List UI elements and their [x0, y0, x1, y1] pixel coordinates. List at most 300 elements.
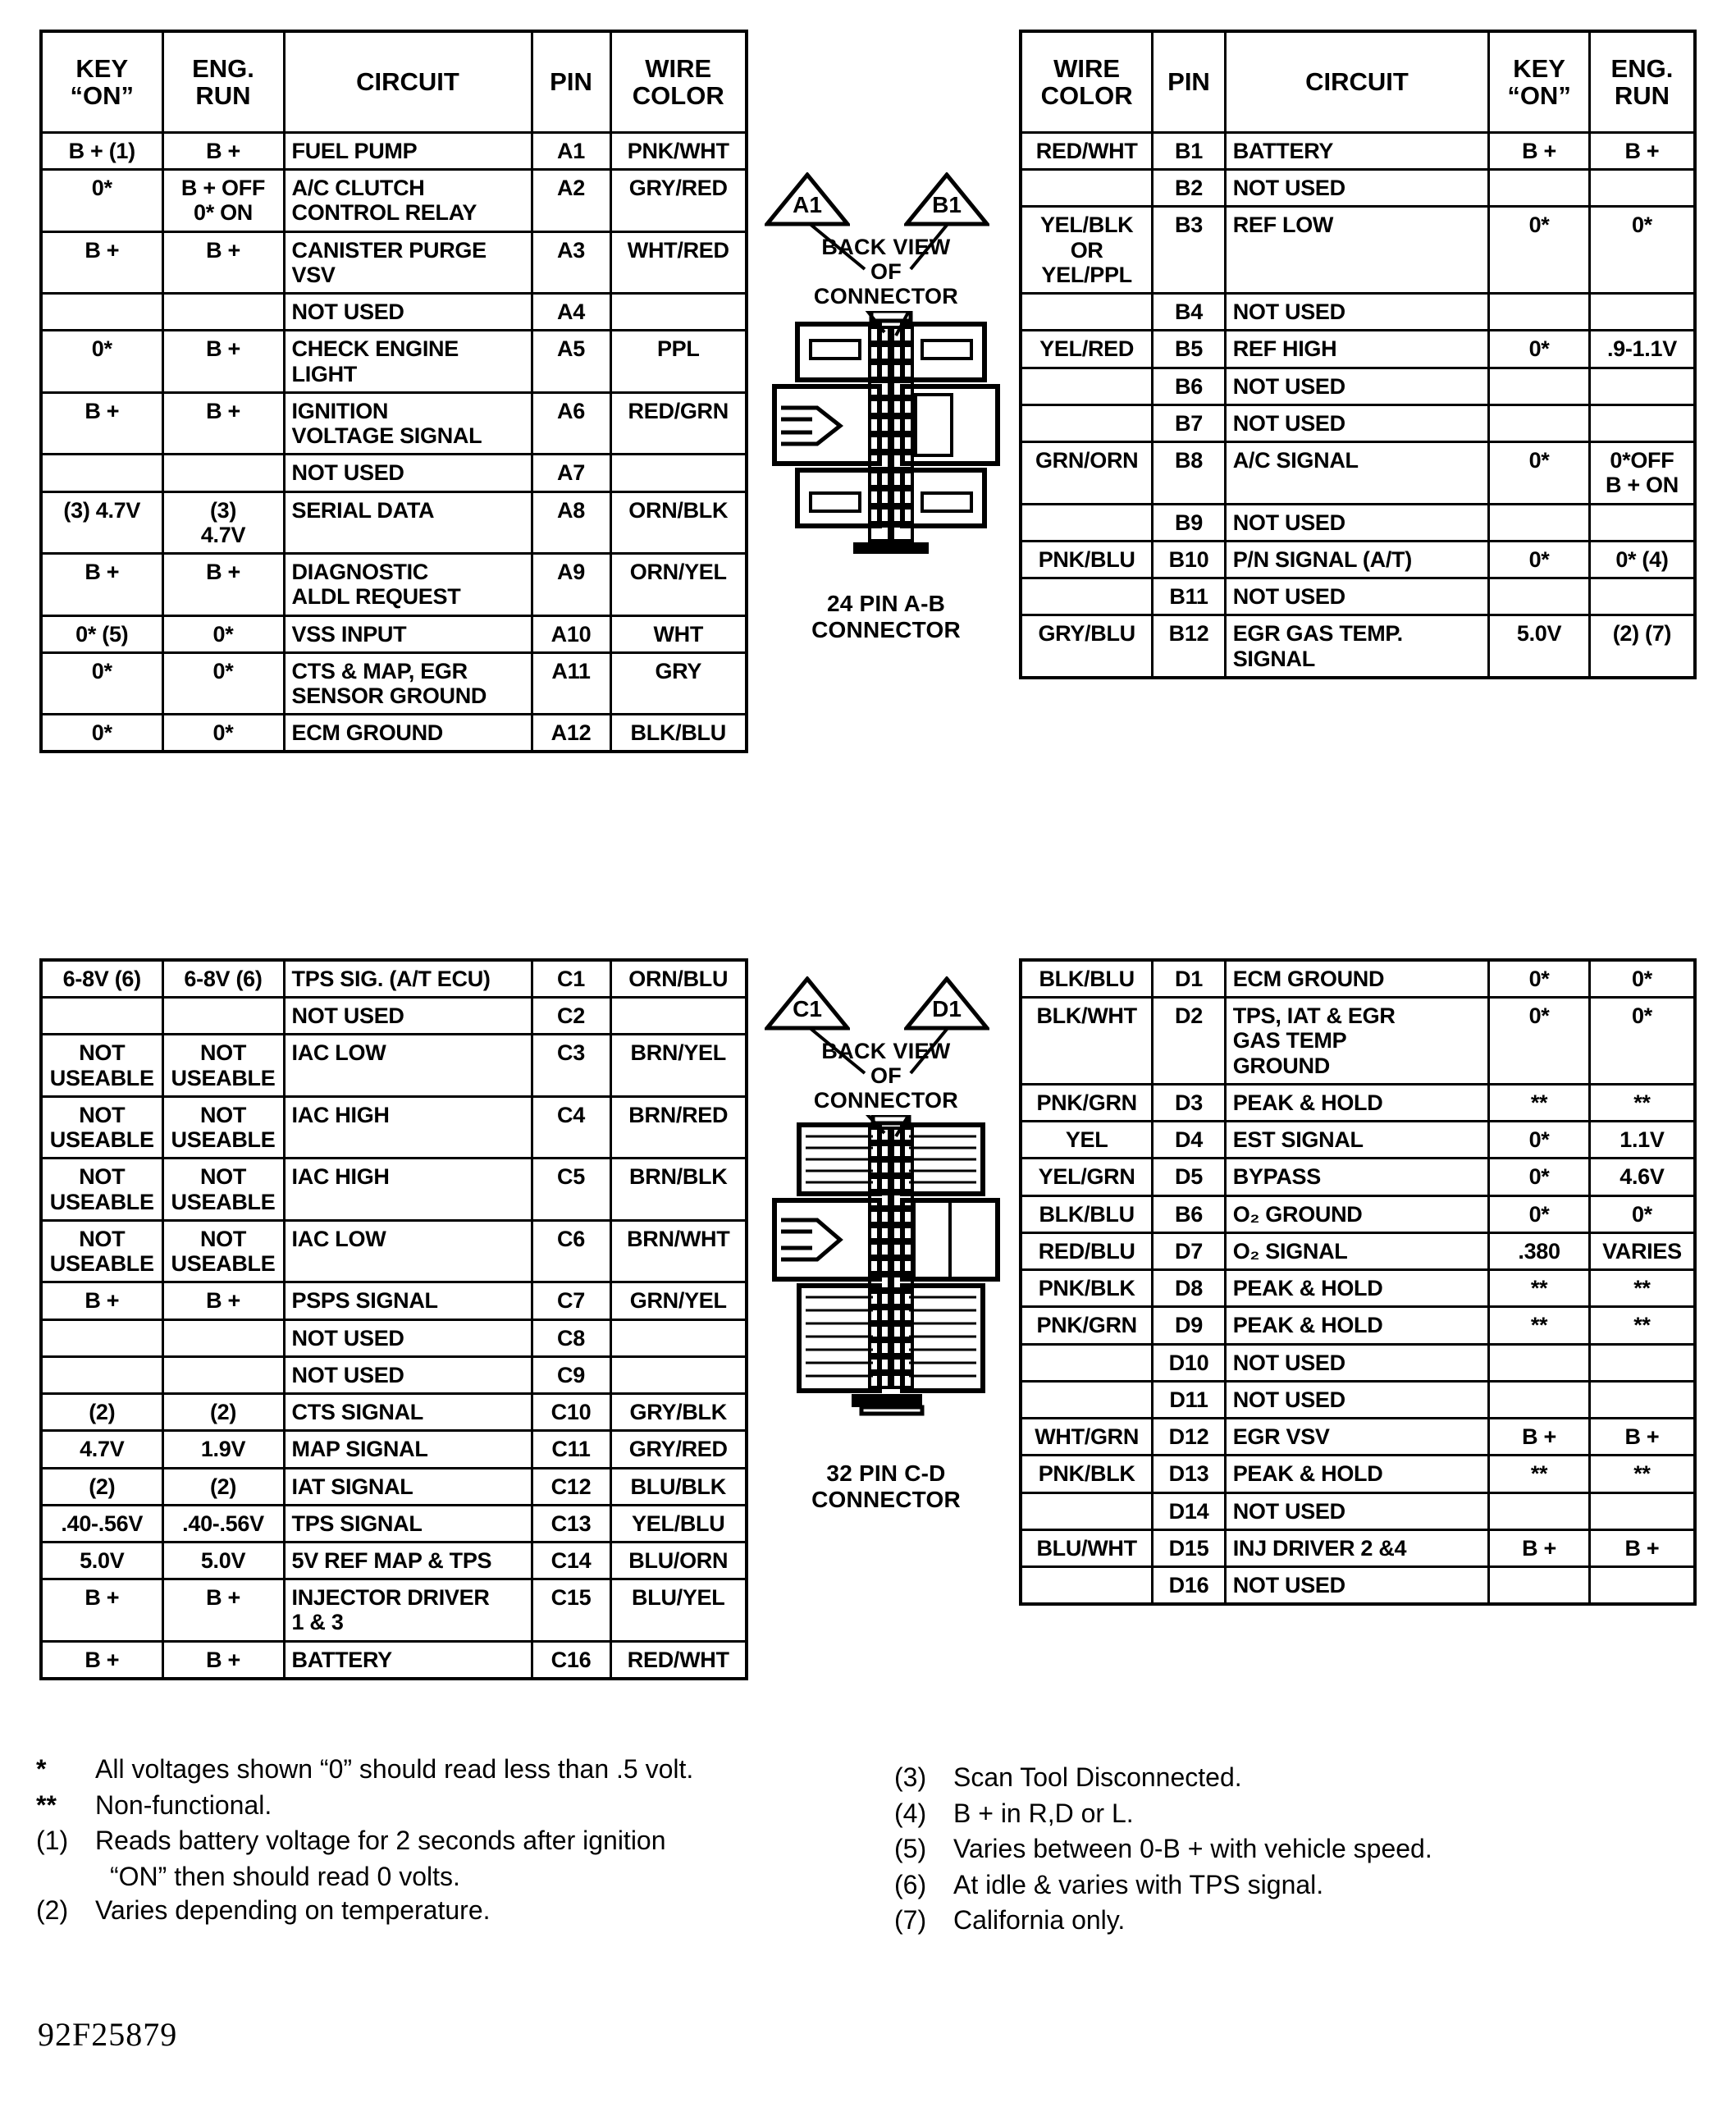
cell-pin: D11 — [1153, 1381, 1225, 1418]
cell-pin: C9 — [532, 1356, 610, 1393]
cell-eng-run: 0* — [1589, 960, 1695, 998]
cell-pin: D1 — [1153, 960, 1225, 998]
cell-circuit: FUEL PUMP — [284, 133, 532, 170]
cell-key-on: B + — [41, 392, 162, 454]
table-row — [41, 1542, 747, 1579]
cell-eng-run: 0* — [1589, 207, 1695, 294]
cell-key-on — [1489, 504, 1590, 541]
cell-circuit: PEAK & HOLD — [1225, 1084, 1489, 1121]
cell-wire-color — [1021, 368, 1153, 404]
cell-circuit: ECM GROUND — [284, 715, 532, 752]
cell-circuit: ECM GROUND — [1225, 960, 1489, 998]
cell-key-on: ** — [1489, 1270, 1590, 1307]
cell-eng-run — [1589, 404, 1695, 441]
cell-key-on: B + — [1489, 133, 1590, 170]
table-row — [41, 998, 747, 1035]
footnote-text: Reads battery voltage for 2 seconds after ignition — [95, 1826, 666, 1856]
cell-key-on: 0* — [1489, 1122, 1590, 1159]
cell-pin: B6 — [1153, 368, 1225, 404]
cell-eng-run: B + — [1589, 1529, 1695, 1566]
table-c-body — [41, 960, 747, 1679]
connector-art-ab — [763, 311, 1009, 586]
cell-eng-run: 0* — [162, 715, 284, 752]
cell-circuit: O₂ GROUND — [1225, 1195, 1489, 1232]
cell-eng-run — [162, 1319, 284, 1356]
header-pin: PIN — [532, 31, 610, 133]
table-d-connector-d-pins — [1019, 958, 1697, 1606]
cell-key-on — [1489, 294, 1590, 331]
cell-eng-run — [1589, 368, 1695, 404]
cell-pin: D8 — [1153, 1270, 1225, 1307]
cell-key-on: NOT USEABLE — [41, 1159, 162, 1220]
header-key-on — [1489, 31, 1590, 133]
footnote-text: Non-functional. — [95, 1789, 272, 1820]
header-eng-run-line1: ENG. — [1610, 53, 1674, 83]
cell-pin: B11 — [1153, 578, 1225, 615]
table-row — [41, 491, 747, 553]
footnote-text-continued: “ON” then should read 0 volts. — [110, 1861, 460, 1891]
header-pin: PIN — [1153, 31, 1225, 133]
header-key-on — [41, 31, 162, 133]
cell-wire-color: WHT/RED — [610, 231, 747, 293]
table-row — [41, 1096, 747, 1158]
cell-eng-run: B + — [162, 133, 284, 170]
cell-eng-run: 0* — [1589, 998, 1695, 1085]
table-row — [1021, 541, 1695, 578]
cell-key-on: 5.0V — [41, 1542, 162, 1579]
cell-pin: D12 — [1153, 1419, 1225, 1456]
cell-key-on — [1489, 1344, 1590, 1381]
cell-circuit: SERIAL DATA — [284, 491, 532, 553]
cell-key-on: .380 — [1489, 1232, 1590, 1269]
table-row — [1021, 1456, 1695, 1492]
cell-key-on: NOT USEABLE — [41, 1220, 162, 1282]
cell-wire-color: GRY/RED — [610, 170, 747, 231]
cell-key-on: (2) — [41, 1468, 162, 1505]
cell-wire-color: WHT — [610, 615, 747, 652]
cell-pin: C16 — [532, 1641, 610, 1679]
cell-wire-color: BRN/RED — [610, 1096, 747, 1158]
cell-circuit: IAC LOW — [284, 1035, 532, 1096]
back-view-line1: BACK VIEW — [821, 1039, 951, 1063]
footnote-marker: (6) — [894, 1869, 927, 1899]
table-row — [1021, 1529, 1695, 1566]
cell-wire-color: PNK/GRN — [1021, 1307, 1153, 1344]
table-row — [1021, 1270, 1695, 1307]
header-circuit: CIRCUIT — [284, 31, 532, 133]
table-row — [1021, 1307, 1695, 1344]
cell-eng-run: VARIES — [1589, 1232, 1695, 1269]
cell-circuit: TPS SIG. (A/T ECU) — [284, 960, 532, 998]
cell-eng-run: B + — [162, 331, 284, 392]
table-row — [1021, 1419, 1695, 1456]
pin-tag-d1-label: D1 — [932, 996, 962, 1022]
cell-pin: C15 — [532, 1579, 610, 1641]
cell-pin: C4 — [532, 1096, 610, 1158]
cell-pin: A2 — [532, 170, 610, 231]
cell-pin: C12 — [532, 1468, 610, 1505]
cell-pin: D7 — [1153, 1232, 1225, 1269]
back-view-line1: BACK VIEW — [821, 235, 951, 259]
cell-key-on: ** — [1489, 1307, 1590, 1344]
cell-eng-run — [1589, 1566, 1695, 1604]
cell-wire-color: PNK/WHT — [610, 133, 747, 170]
cell-circuit: BATTERY — [1225, 133, 1489, 170]
table-row — [1021, 998, 1695, 1085]
cell-wire-color: BRN/BLK — [610, 1159, 747, 1220]
cell-key-on: ** — [1489, 1456, 1590, 1492]
cell-wire-color — [1021, 1344, 1153, 1381]
cell-circuit: NOT USED — [1225, 504, 1489, 541]
table-d-body — [1021, 960, 1695, 1604]
table-row — [1021, 133, 1695, 170]
cell-circuit: REF HIGH — [1225, 331, 1489, 368]
cell-wire-color: BLU/ORN — [610, 1542, 747, 1579]
cell-pin: C11 — [532, 1431, 610, 1468]
table-row — [41, 1282, 747, 1319]
header-eng-run-line2: RUN — [195, 81, 251, 110]
footnote-text: B + in R,D or L. — [953, 1798, 1134, 1828]
cell-key-on — [41, 455, 162, 491]
cell-pin: A4 — [532, 294, 610, 331]
cell-key-on: B + — [1489, 1419, 1590, 1456]
connector-caption-ab-line1: 24 PIN A-B — [826, 590, 946, 616]
cell-circuit: EST SIGNAL — [1225, 1122, 1489, 1159]
cell-circuit: REF LOW — [1225, 207, 1489, 294]
cell-pin: C2 — [532, 998, 610, 1035]
cell-pin: C6 — [532, 1220, 610, 1282]
cell-eng-run: ** — [1589, 1270, 1695, 1307]
header-wire-line1: WIRE — [1053, 53, 1121, 83]
pin-tag-c1-label: C1 — [793, 996, 822, 1022]
table-row — [41, 1356, 747, 1393]
cell-circuit: TPS SIGNAL — [284, 1505, 532, 1542]
cell-eng-run: 5.0V — [162, 1542, 284, 1579]
cell-key-on: 0* (5) — [41, 615, 162, 652]
cell-key-on: 0* — [1489, 1195, 1590, 1232]
cell-key-on: 4.7V — [41, 1431, 162, 1468]
cell-key-on: 5.0V — [1489, 615, 1590, 678]
cell-pin: C1 — [532, 960, 610, 998]
cell-wire-color: GRY/BLU — [1021, 615, 1153, 678]
table-b-header-row — [1021, 31, 1695, 133]
cell-wire-color: PNK/BLK — [1021, 1456, 1153, 1492]
cell-pin: A3 — [532, 231, 610, 293]
cell-circuit: PSPS SIGNAL — [284, 1282, 532, 1319]
cell-eng-run: B + — [162, 1579, 284, 1641]
cell-pin: B12 — [1153, 615, 1225, 678]
table-row — [1021, 615, 1695, 678]
cell-pin: C10 — [532, 1394, 610, 1431]
header-wire-color — [1021, 31, 1153, 133]
cell-wire-color: GRN/YEL — [610, 1282, 747, 1319]
cell-eng-run: B + — [1589, 133, 1695, 170]
cell-eng-run: B + — [162, 1641, 284, 1679]
cell-eng-run — [1589, 504, 1695, 541]
cell-pin: A7 — [532, 455, 610, 491]
cell-wire-color: YEL/GRN — [1021, 1159, 1153, 1195]
footnote-item — [894, 1904, 1698, 1938]
connector-caption-cd — [763, 1460, 1009, 1513]
footnote-text: Varies depending on temperature. — [95, 1895, 491, 1926]
cell-key-on: 6-8V (6) — [41, 960, 162, 998]
back-view-line2: OF — [870, 1063, 902, 1089]
cell-key-on: NOT USEABLE — [41, 1035, 162, 1096]
cell-circuit: NOT USED — [284, 998, 532, 1035]
table-row — [41, 960, 747, 998]
table-row — [1021, 442, 1695, 504]
connector-art-cd — [763, 1115, 1009, 1456]
cell-wire-color: ORN/YEL — [610, 554, 747, 615]
table-row — [1021, 504, 1695, 541]
cell-eng-run: .40-.56V — [162, 1505, 284, 1542]
cell-eng-run: 6-8V (6) — [162, 960, 284, 998]
cell-key-on: 0* — [1489, 541, 1590, 578]
cell-wire-color — [1021, 170, 1153, 207]
cell-eng-run — [162, 294, 284, 331]
cell-key-on — [41, 294, 162, 331]
cell-key-on: B + — [41, 231, 162, 293]
cell-wire-color: WHT/GRN — [1021, 1419, 1153, 1456]
cell-key-on — [1489, 1566, 1590, 1604]
table-row — [1021, 404, 1695, 441]
cell-pin: C8 — [532, 1319, 610, 1356]
cell-circuit: IGNITION VOLTAGE SIGNAL — [284, 392, 532, 454]
cell-eng-run: 1.1V — [1589, 1122, 1695, 1159]
footnote-marker: (1) — [36, 1826, 69, 1856]
connector-diagram-ab — [763, 172, 1009, 643]
cell-eng-run — [162, 998, 284, 1035]
cell-pin: B9 — [1153, 504, 1225, 541]
cell-key-on — [1489, 1492, 1590, 1529]
cell-key-on: 0* — [41, 652, 162, 714]
table-row — [41, 1505, 747, 1542]
cell-key-on: B + — [1489, 1529, 1590, 1566]
cell-circuit: CHECK ENGINE LIGHT — [284, 331, 532, 392]
cell-key-on: 0* — [1489, 998, 1590, 1085]
cell-wire-color — [610, 1356, 747, 1393]
table-row — [41, 1394, 747, 1431]
cell-pin: D16 — [1153, 1566, 1225, 1604]
footnote-item — [894, 1868, 1698, 1903]
footnote-item — [36, 1824, 865, 1858]
table-row — [1021, 578, 1695, 615]
table-row — [1021, 1492, 1695, 1529]
cell-pin: C3 — [532, 1035, 610, 1096]
cell-pin: B7 — [1153, 404, 1225, 441]
cell-circuit: BYPASS — [1225, 1159, 1489, 1195]
cell-eng-run: 0* (4) — [1589, 541, 1695, 578]
table-row — [41, 1468, 747, 1505]
cell-circuit: NOT USED — [284, 1356, 532, 1393]
cell-wire-color: PNK/BLK — [1021, 1270, 1153, 1307]
footnotes-right-column — [894, 1761, 1698, 1940]
pin-tag-a1-label: A1 — [793, 192, 822, 217]
cell-key-on: B + — [41, 1641, 162, 1679]
footnote-marker: (3) — [894, 1762, 927, 1792]
table-row — [1021, 960, 1695, 998]
cell-wire-color — [1021, 294, 1153, 331]
cell-eng-run: (2) — [162, 1468, 284, 1505]
cell-wire-color: BLK/BLU — [610, 715, 747, 752]
cell-wire-color: ORN/BLU — [610, 960, 747, 998]
cell-eng-run: B + — [162, 554, 284, 615]
cell-eng-run: (2) (7) — [1589, 615, 1695, 678]
table-row — [41, 294, 747, 331]
cell-wire-color: YEL/BLU — [610, 1505, 747, 1542]
table-row — [41, 1641, 747, 1679]
table-row — [1021, 331, 1695, 368]
cell-key-on: 0* — [1489, 960, 1590, 998]
footnote-text: Scan Tool Disconnected. — [953, 1762, 1242, 1792]
cell-circuit: INJ DRIVER 2 &4 — [1225, 1529, 1489, 1566]
cell-wire-color: YEL/BLK OR YEL/PPL — [1021, 207, 1153, 294]
back-view-line2: OF — [870, 259, 902, 285]
cell-wire-color: BRN/WHT — [610, 1220, 747, 1282]
cell-pin: A6 — [532, 392, 610, 454]
cell-eng-run: ** — [1589, 1307, 1695, 1344]
cell-eng-run — [162, 1356, 284, 1393]
connector-caption-ab — [763, 591, 1009, 643]
cell-circuit: CTS SIGNAL — [284, 1394, 532, 1431]
table-row — [41, 1035, 747, 1096]
cell-pin: A10 — [532, 615, 610, 652]
table-row — [41, 1579, 747, 1641]
cell-wire-color: RED/WHT — [1021, 133, 1153, 170]
table-row — [41, 652, 747, 714]
cell-key-on: (2) — [41, 1394, 162, 1431]
cell-eng-run: 0*OFF B + ON — [1589, 442, 1695, 504]
cell-pin: D5 — [1153, 1159, 1225, 1195]
cell-circuit: INJECTOR DRIVER 1 & 3 — [284, 1579, 532, 1641]
back-view-caption-cd — [763, 1039, 1009, 1113]
cell-circuit: NOT USED — [1225, 1492, 1489, 1529]
connector-caption-cd-line2: CONNECTOR — [811, 1486, 961, 1512]
cell-eng-run: 0* — [162, 652, 284, 714]
cell-eng-run — [1589, 1492, 1695, 1529]
cell-wire-color — [1021, 1492, 1153, 1529]
table-row — [1021, 294, 1695, 331]
cell-eng-run: B + OFF 0* ON — [162, 170, 284, 231]
cell-key-on: NOT USEABLE — [41, 1096, 162, 1158]
cell-pin: B6 — [1153, 1195, 1225, 1232]
footnote-marker: (4) — [894, 1798, 927, 1828]
cell-wire-color: PNK/GRN — [1021, 1084, 1153, 1121]
cell-wire-color: BLU/WHT — [1021, 1529, 1153, 1566]
cell-wire-color: BLU/BLK — [610, 1468, 747, 1505]
cell-eng-run — [1589, 1381, 1695, 1418]
cell-circuit: NOT USED — [1225, 294, 1489, 331]
cell-pin: B8 — [1153, 442, 1225, 504]
cell-circuit: EGR VSV — [1225, 1419, 1489, 1456]
table-row — [41, 231, 747, 293]
cell-wire-color — [1021, 404, 1153, 441]
cell-pin: C7 — [532, 1282, 610, 1319]
cell-pin: B5 — [1153, 331, 1225, 368]
table-row — [1021, 1122, 1695, 1159]
cell-wire-color — [610, 455, 747, 491]
footnote-text: At idle & varies with TPS signal. — [953, 1869, 1324, 1899]
table-row — [1021, 1159, 1695, 1195]
header-wire-line2: COLOR — [632, 81, 724, 110]
cell-key-on: 0* — [1489, 442, 1590, 504]
cell-pin: C5 — [532, 1159, 610, 1220]
cell-circuit: NOT USED — [284, 294, 532, 331]
cell-circuit: IAC HIGH — [284, 1096, 532, 1158]
cell-circuit: CANISTER PURGE VSV — [284, 231, 532, 293]
cell-eng-run — [1589, 294, 1695, 331]
header-eng-run — [1589, 31, 1695, 133]
footnote-text: Varies between 0-B + with vehicle speed. — [953, 1834, 1432, 1864]
cell-circuit: EGR GAS TEMP. SIGNAL — [1225, 615, 1489, 678]
table-row — [1021, 368, 1695, 404]
table-row — [1021, 1195, 1695, 1232]
cell-key-on: B + — [41, 1579, 162, 1641]
cell-circuit: MAP SIGNAL — [284, 1431, 532, 1468]
cell-eng-run: (3) 4.7V — [162, 491, 284, 553]
footnote-text: All voltages shown “0” should read less than .5 volt. — [95, 1754, 694, 1784]
cell-wire-color — [610, 294, 747, 331]
cell-eng-run: B + — [162, 392, 284, 454]
cell-wire-color: BLK/BLU — [1021, 960, 1153, 998]
back-view-line3: CONNECTOR — [813, 284, 959, 309]
cell-circuit: P/N SIGNAL (A/T) — [1225, 541, 1489, 578]
cell-eng-run: ** — [1589, 1084, 1695, 1121]
cell-key-on: 0* — [41, 170, 162, 231]
cell-eng-run: B + — [1589, 1419, 1695, 1456]
cell-circuit: NOT USED — [1225, 1344, 1489, 1381]
header-key-on-line2: “ON” — [1507, 81, 1571, 110]
cell-pin: A8 — [532, 491, 610, 553]
footnote-item — [894, 1832, 1698, 1867]
connector-diagram-cd — [763, 976, 1009, 1513]
cell-circuit: PEAK & HOLD — [1225, 1307, 1489, 1344]
cell-eng-run: ** — [1589, 1456, 1695, 1492]
cell-pin: A11 — [532, 652, 610, 714]
table-b-connector-b-pins — [1019, 30, 1697, 679]
footnotes-left-column — [36, 1753, 865, 1930]
cell-eng-run: B + — [162, 1282, 284, 1319]
cell-circuit: O₂ SIGNAL — [1225, 1232, 1489, 1269]
cell-key-on — [1489, 368, 1590, 404]
cell-pin: D13 — [1153, 1456, 1225, 1492]
cell-circuit: NOT USED — [1225, 1566, 1489, 1604]
table-row — [1021, 1232, 1695, 1269]
cell-key-on — [1489, 170, 1590, 207]
cell-pin: C14 — [532, 1542, 610, 1579]
table-row — [41, 133, 747, 170]
cell-circuit: NOT USED — [1225, 368, 1489, 404]
cell-pin: D15 — [1153, 1529, 1225, 1566]
header-eng-run-line2: RUN — [1614, 81, 1670, 110]
table-row — [1021, 1084, 1695, 1121]
cell-key-on: .40-.56V — [41, 1505, 162, 1542]
cell-wire-color: RED/BLU — [1021, 1232, 1153, 1269]
cell-circuit: PEAK & HOLD — [1225, 1270, 1489, 1307]
header-circuit: CIRCUIT — [1225, 31, 1489, 133]
cell-circuit: TPS, IAT & EGR GAS TEMP GROUND — [1225, 998, 1489, 1085]
cell-pin: A9 — [532, 554, 610, 615]
table-row — [41, 392, 747, 454]
table-a-header-row — [41, 31, 747, 133]
cell-circuit: IAC HIGH — [284, 1159, 532, 1220]
cell-wire-color: BLK/BLU — [1021, 1195, 1153, 1232]
cell-pin: A5 — [532, 331, 610, 392]
cell-pin: B4 — [1153, 294, 1225, 331]
table-row — [41, 715, 747, 752]
header-eng-run — [162, 31, 284, 133]
table-row — [41, 1319, 747, 1356]
